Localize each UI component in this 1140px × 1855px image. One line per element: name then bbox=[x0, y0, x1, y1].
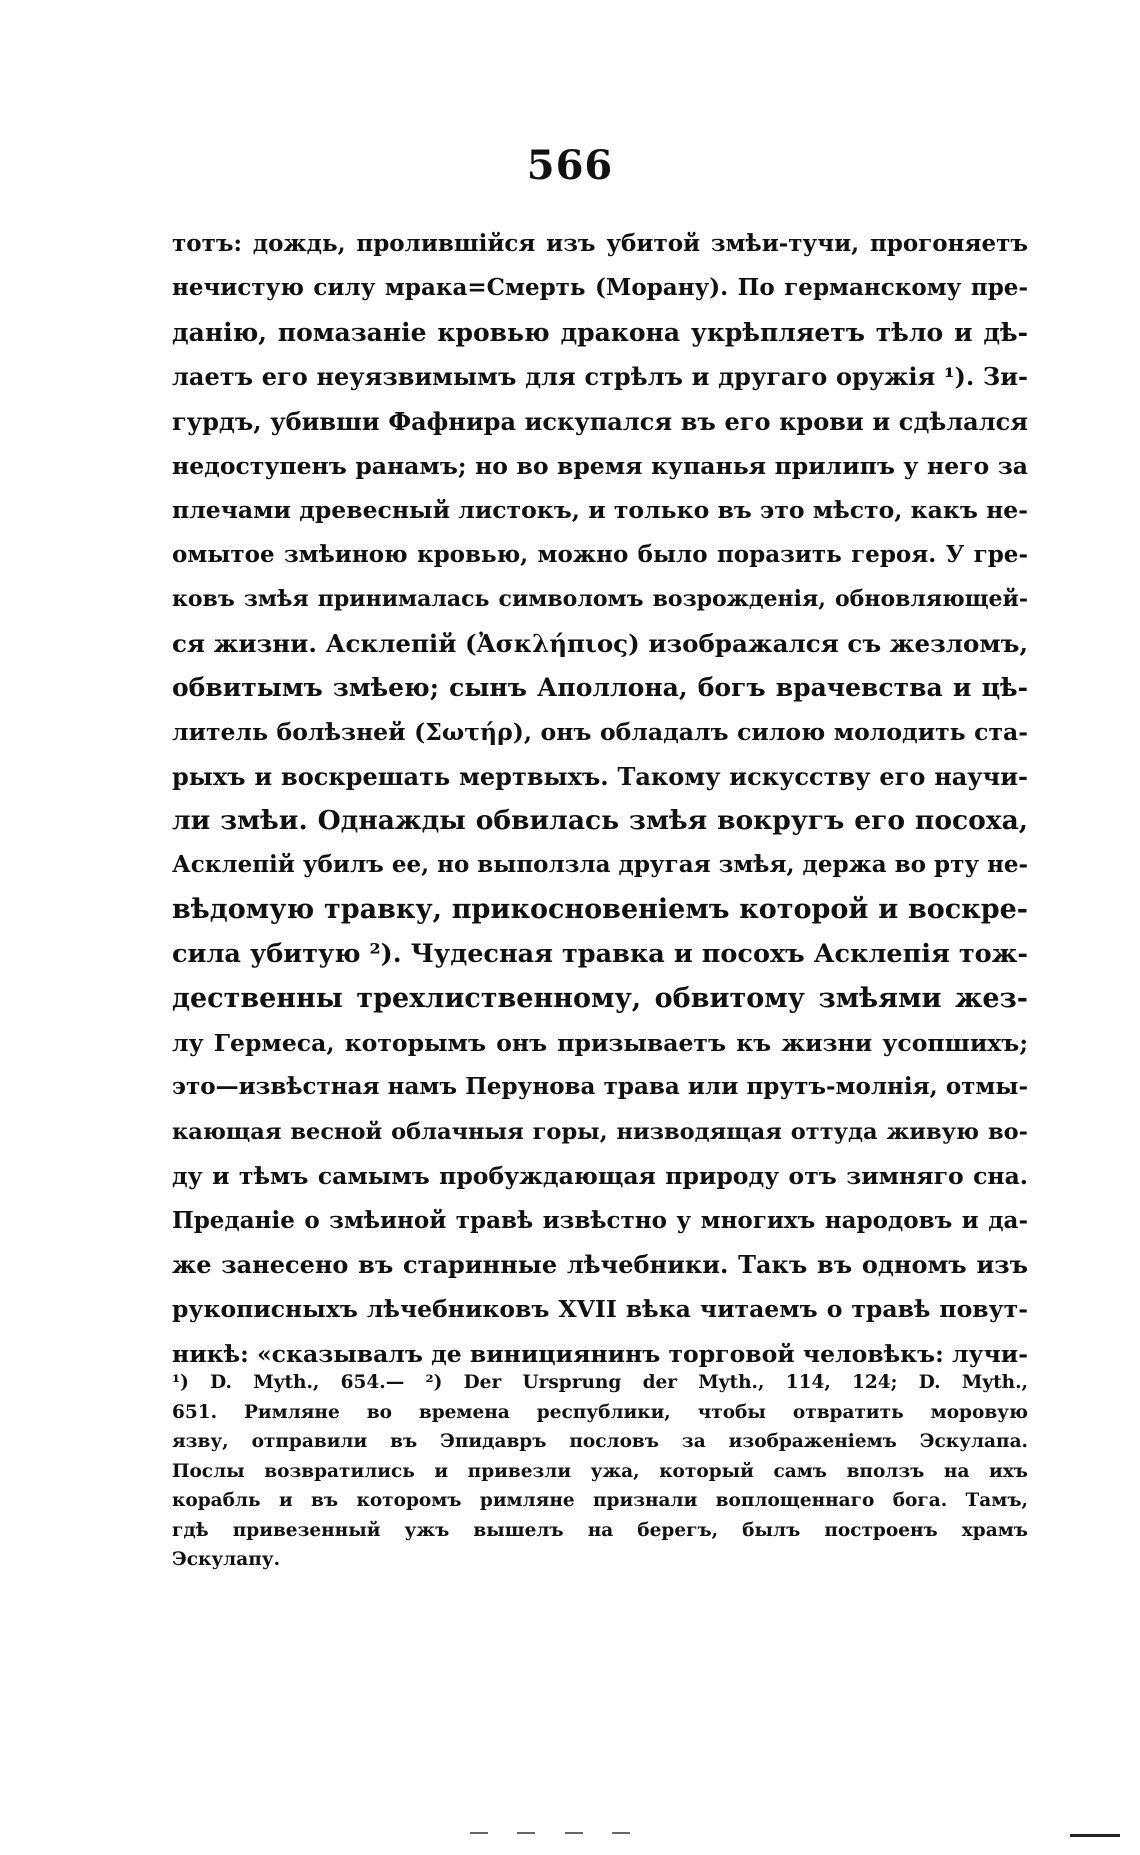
text-line: ли змѣи. Однажды обвилась змѣя вокругъ его посоха, bbox=[172, 805, 1028, 837]
text-line: это—извѣстная намъ Перунова трава или прутъ-молнія, отмы- bbox=[172, 1073, 1028, 1101]
text-line: ся жизни. Асклепій (Ἀσκλήπιος) изображался съ жезломъ, bbox=[172, 628, 1028, 658]
text-line: тотъ: дождь, пролившійся изъ убитой змѣи-тучи, прогоняетъ bbox=[172, 230, 1028, 257]
footnote-line: гдѣ привезенный ужъ вышелъ на берегъ, былъ построенъ храмъ bbox=[172, 1519, 1028, 1541]
footnote-line: язву, отправили въ Эпидавръ пословъ за изображеніемъ Эскулапа. bbox=[172, 1431, 1028, 1452]
footnotes bbox=[172, 1368, 1028, 1575]
text-line: гурдъ, убивши Фафнира искупался въ его крови и сдѣлался bbox=[172, 406, 1028, 436]
text-line: обвитымъ змѣею; сынъ Аполлона, богъ врачевства и цѣ- bbox=[172, 672, 1028, 702]
text-line: нечистую силу мрака=Смерть (Морану). По германскому пре- bbox=[172, 274, 1028, 302]
scan-mark bbox=[470, 1832, 488, 1834]
text-line: недоступенъ ранамъ; но во время купанья прилипъ у него за bbox=[172, 451, 1028, 480]
text-line: дественны трехлиственному, обвитому змѣями жез- bbox=[172, 982, 1028, 1014]
text-line: лу Гермеса, которымъ онъ призываетъ къ жизни усопшихъ; bbox=[172, 1029, 1028, 1058]
text-line: омытое змѣиною кровью, можно было поразить героя. У гре- bbox=[172, 540, 1028, 568]
text-line: рыхъ и воскрешать мертвыхъ. Такому искусству его научи- bbox=[172, 761, 1028, 791]
scan-mark bbox=[565, 1832, 583, 1834]
text-line: никѣ: «сказывалъ де винициянинъ торговой человѣкъ: лучи- bbox=[172, 1339, 1028, 1368]
text-line: Асклепій убилъ ее, но выползла другая змѣя, держа во рту не- bbox=[172, 851, 1028, 879]
text-line: Преданіе о змѣиной травѣ извѣстно у многихъ народовъ и да- bbox=[172, 1206, 1028, 1234]
body-text bbox=[172, 222, 1028, 1376]
scan-artifact-marks bbox=[470, 1832, 630, 1836]
text-line: плечами древесный листокъ, и только въ это мѣсто, какъ не- bbox=[172, 496, 1028, 525]
footnote-line: Послы возвратились и привезли ужа, который самъ вползъ на ихъ bbox=[172, 1460, 1028, 1482]
text-line: ду и тѣмъ самымъ пробуждающая природу отъ зимняго сна. bbox=[172, 1162, 1028, 1191]
text-line: данію, помазаніе кровью дракона укрѣпляетъ тѣло и дѣ- bbox=[172, 317, 1028, 347]
scan-mark bbox=[517, 1832, 535, 1834]
text-line: литель болѣзней (Σωτήρ), онъ обладалъ силою молодить ста- bbox=[172, 718, 1028, 747]
text-line: рукописныхъ лѣчебниковъ XVII вѣка читаемъ о травѣ повут- bbox=[172, 1295, 1028, 1324]
text-line: кающая весной облачныя горы, низводящая оттуда живую во- bbox=[172, 1118, 1028, 1145]
footnote-line: Эскулапу. bbox=[172, 1549, 281, 1570]
text-line: сила убитую ²). Чудесная травка и посохъ Асклепія тож- bbox=[172, 939, 1028, 970]
footnote-line: корабль и въ которомъ римляне признали воплощеннаго бога. Тамъ, bbox=[172, 1490, 1028, 1511]
scan-corner-mark bbox=[1070, 1834, 1120, 1837]
text-line: ковъ змѣя принималась символомъ возрожденія, обновляющей- bbox=[172, 586, 1028, 613]
text-line: вѣдомую травку, прикосновеніемъ которой и воскре- bbox=[172, 893, 1028, 925]
page-number: 566 bbox=[526, 142, 614, 189]
text-line: же занесено въ старинные лѣчебники. Такъ въ одномъ изъ bbox=[172, 1249, 1028, 1279]
scan-mark bbox=[612, 1832, 630, 1834]
footnote-line: ¹) D. Myth., 654.— ²) Der Ursprung der Myth., 114, 124; D. Myth., bbox=[172, 1372, 1028, 1393]
text-line: лаетъ его неуязвимымъ для стрѣлъ и другаго оружія ¹). Зи- bbox=[172, 362, 1028, 392]
footnote-line: 651. Римляне во времена республики, чтобы отвратить моровую bbox=[172, 1401, 1028, 1423]
